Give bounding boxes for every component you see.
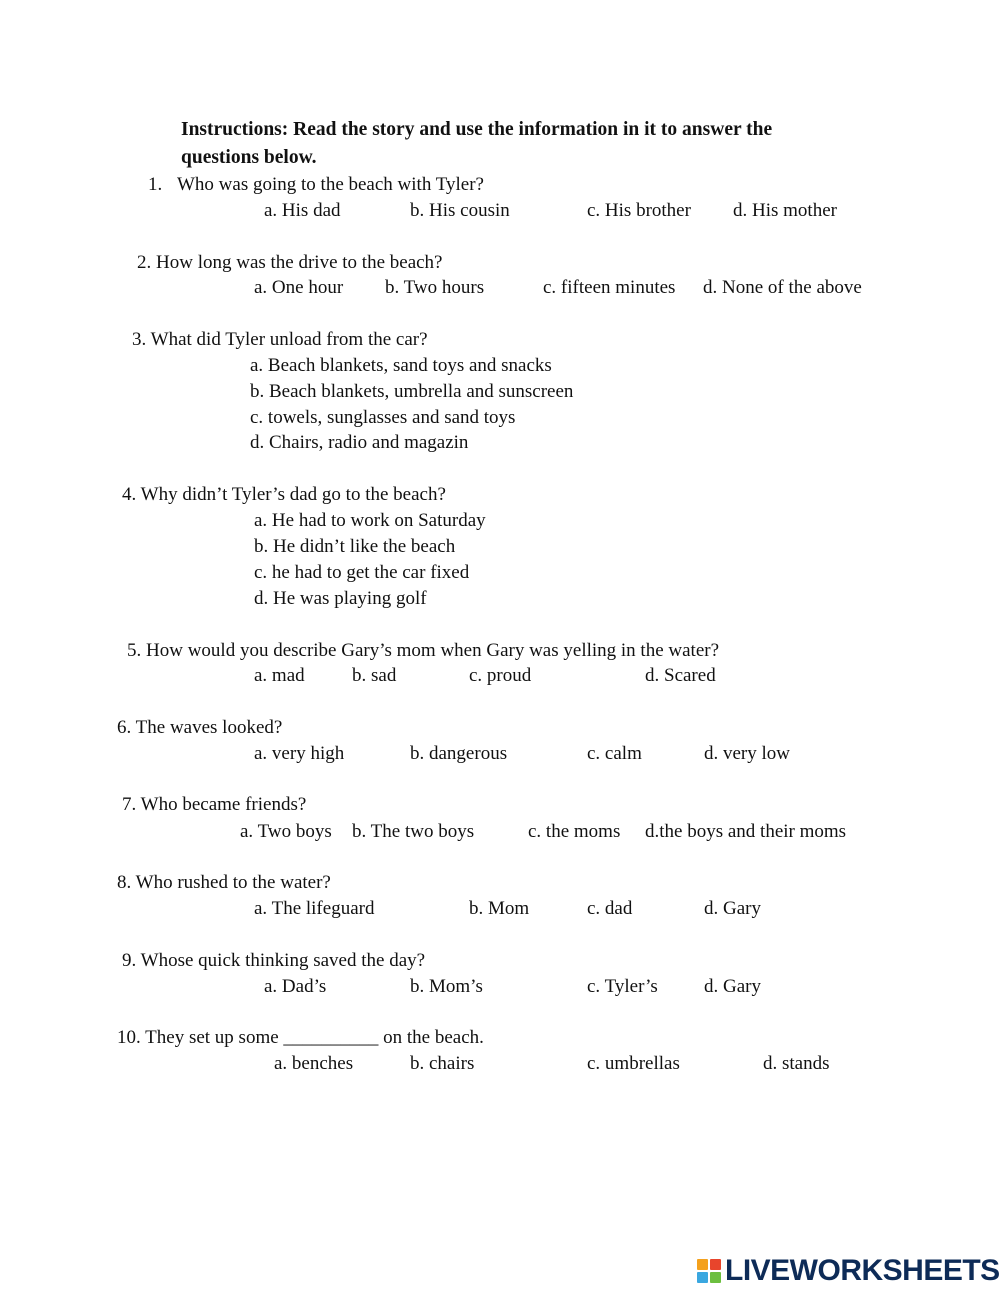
q3-option-b[interactable]: b. Beach blankets, umbrella and sunscreen <box>250 381 574 402</box>
instructions-line-2: questions below. <box>181 147 317 168</box>
instructions-line-1: Instructions: Read the story and use the information in it to answer the <box>181 119 773 140</box>
q6-option-a[interactable]: a. very high <box>254 743 345 764</box>
q3-option-a[interactable]: a. Beach blankets, sand toys and snacks <box>250 355 552 376</box>
q2-option-b[interactable]: b. Two hours <box>385 277 485 298</box>
q6-option-c[interactable]: c. calm <box>587 743 642 764</box>
q10-option-a[interactable]: a. benches <box>274 1053 354 1074</box>
q5-option-c[interactable]: c. proud <box>469 665 532 686</box>
q2-option-d[interactable]: d. None of the above <box>703 277 862 298</box>
q5-option-a[interactable]: a. mad <box>254 665 305 686</box>
q8-option-d[interactable]: d. Gary <box>704 898 761 919</box>
question-8-text: 8. Who rushed to the water? <box>117 872 331 893</box>
q5-option-d[interactable]: d. Scared <box>645 665 716 686</box>
q1-option-c[interactable]: c. His brother <box>587 200 691 221</box>
question-4-text: 4. Why didn’t Tyler’s dad go to the beach? <box>122 484 446 505</box>
q10-option-d[interactable]: d. stands <box>763 1053 830 1074</box>
logo-block-1 <box>697 1259 708 1270</box>
q1-option-a[interactable]: a. His dad <box>264 200 341 221</box>
q2-option-c[interactable]: c. fifteen minutes <box>543 277 676 298</box>
question-5-text: 5. How would you describe Gary’s mom when Gary was yelling in the water? <box>127 640 720 661</box>
q5-option-b[interactable]: b. sad <box>352 665 397 686</box>
logo-text: LIVEWORKSHEETS <box>725 1254 1000 1287</box>
q4-option-c[interactable]: c. he had to get the car fixed <box>254 562 470 583</box>
q1-option-b[interactable]: b. His cousin <box>410 200 510 221</box>
q7-option-a[interactable]: a. Two boys <box>240 821 332 842</box>
q4-option-a[interactable]: a. He had to work on Saturday <box>254 510 486 531</box>
q7-option-c[interactable]: c. the moms <box>528 821 621 842</box>
q3-option-d[interactable]: d. Chairs, radio and magazin <box>250 432 469 453</box>
q10-option-b[interactable]: b. chairs <box>410 1053 475 1074</box>
logo-block-3 <box>697 1272 708 1283</box>
q9-option-a[interactable]: a. Dad’s <box>264 976 327 997</box>
q7-option-d[interactable]: d.the boys and their moms <box>645 821 847 842</box>
q4-option-b[interactable]: b. He didn’t like the beach <box>254 536 456 557</box>
q9-option-d[interactable]: d. Gary <box>704 976 761 997</box>
logo-block-2 <box>710 1259 721 1270</box>
question-2-text: 2. How long was the drive to the beach? <box>137 252 443 273</box>
q8-option-c[interactable]: c. dad <box>587 898 633 919</box>
q9-option-c[interactable]: c. Tyler’s <box>587 976 658 997</box>
q3-option-c[interactable]: c. towels, sunglasses and sand toys <box>250 407 516 428</box>
question-7-text: 7. Who became friends? <box>122 794 307 815</box>
q8-option-b[interactable]: b. Mom <box>469 898 530 919</box>
question-10-text: 10. They set up some __________ on the beach. <box>117 1027 484 1048</box>
question-1-text: Who was going to the beach with Tyler? <box>177 174 484 195</box>
q10-option-c[interactable]: c. umbrellas <box>587 1053 680 1074</box>
q7-option-b[interactable]: b. The two boys <box>352 821 475 842</box>
q6-option-d[interactable]: d. very low <box>704 743 791 764</box>
question-3-text: 3. What did Tyler unload from the car? <box>132 329 428 350</box>
logo-block-4 <box>710 1272 721 1283</box>
q4-option-d[interactable]: d. He was playing golf <box>254 588 427 609</box>
q2-option-a[interactable]: a. One hour <box>254 277 344 298</box>
q8-option-a[interactable]: a. The lifeguard <box>254 898 375 919</box>
liveworksheets-logo <box>697 1254 1000 1288</box>
q6-option-b[interactable]: b. dangerous <box>410 743 508 764</box>
logo-blocks-icon <box>697 1259 721 1283</box>
question-9-text: 9. Whose quick thinking saved the day? <box>122 950 426 971</box>
question-6-text: 6. The waves looked? <box>117 717 283 738</box>
q9-option-b[interactable]: b. Mom’s <box>410 976 483 997</box>
question-1-number: 1. <box>148 174 163 195</box>
q1-option-d[interactable]: d. His mother <box>733 200 837 221</box>
